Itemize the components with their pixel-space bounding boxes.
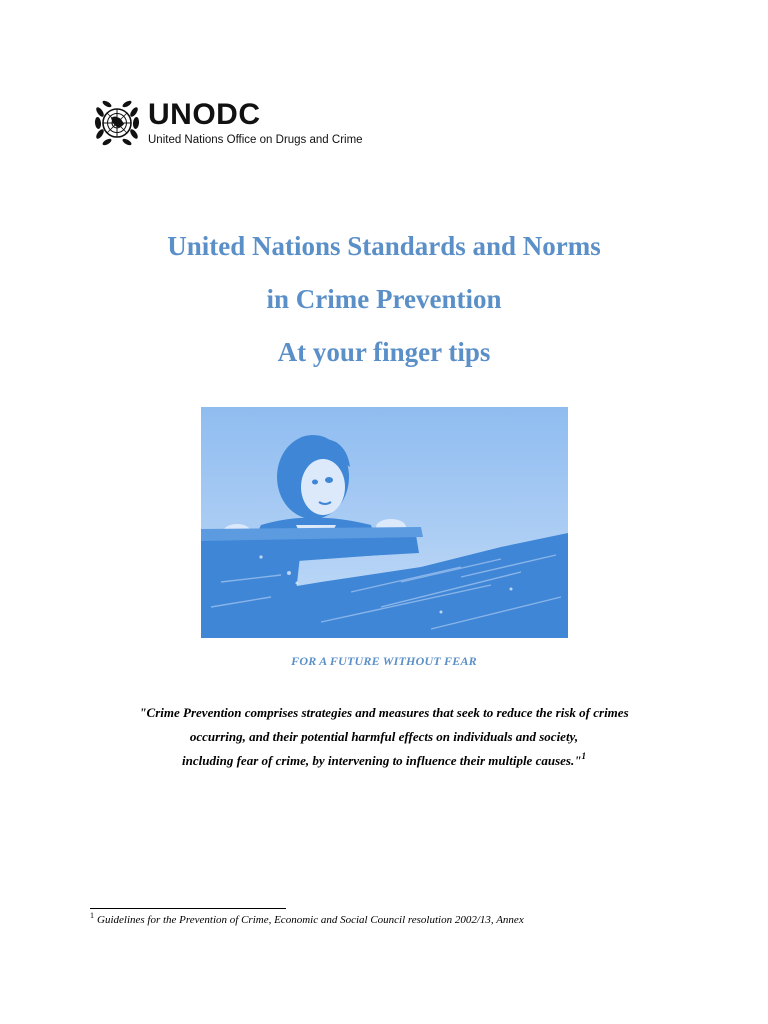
footnote: [90, 911, 524, 926]
quote-line-3: [0, 749, 768, 773]
logo-full-name: United Nations Office on Drugs and Crime: [148, 133, 363, 146]
unodc-logo: [92, 98, 363, 148]
quote-line-3-text: including fear of crime, by intervening to influence their multiple causes.": [182, 753, 582, 768]
tagline: FOR A FUTURE WITHOUT FEAR: [291, 654, 477, 668]
quote-footnote-ref: 1: [581, 751, 586, 761]
logo-text: [148, 97, 363, 147]
un-emblem-icon: [92, 98, 142, 148]
cover-photo: [201, 407, 568, 638]
footnote-rule: [90, 908, 286, 909]
title-line-3: At your finger tips: [277, 337, 491, 367]
title-line-2: in Crime Prevention: [266, 284, 502, 314]
quote-line-2: occurring, and their potential harmful effects on individuals and society,: [189, 729, 579, 744]
title-line-1: United Nations Standards and Norms: [167, 231, 601, 261]
quote-line-1: "Crime Prevention comprises strategies and measures that seek to reduce the risk of crimes: [139, 705, 629, 720]
footnote-mark: 1: [90, 911, 94, 920]
logo-acronym: UNODC: [148, 97, 261, 131]
footnote-text: Guidelines for the Prevention of Crime, Economic and Social Council resolution 2002/13, Annex: [97, 914, 524, 926]
